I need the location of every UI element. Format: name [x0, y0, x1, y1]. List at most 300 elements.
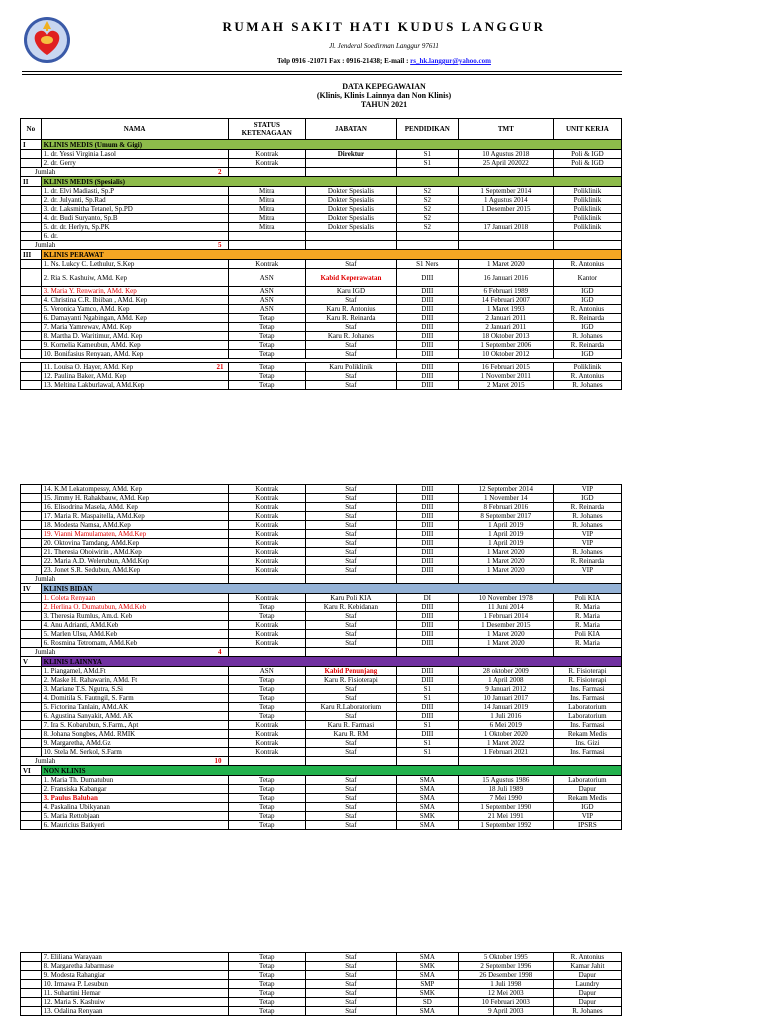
- cell-unit: R. Johanes: [553, 332, 621, 341]
- cell-empty: [553, 648, 621, 657]
- cell-tmt: 1 Juli 1998: [458, 980, 553, 989]
- cell-status: Kontrak: [228, 748, 305, 757]
- table-row: [21, 296, 622, 305]
- cell-pendidikan: DIII: [396, 521, 458, 530]
- col-header-no: No: [21, 119, 42, 140]
- cell-unit: R. Maria: [553, 639, 621, 648]
- cell-jabatan: Staf: [305, 962, 396, 971]
- cell-jabatan: Dokter Spesialis: [305, 187, 396, 196]
- cell-unit: IGD: [553, 494, 621, 503]
- cell-tmt: 1 September 1992: [458, 821, 553, 830]
- cell-empty: [305, 241, 396, 250]
- cell-status: ASN: [228, 667, 305, 676]
- cell-no: [21, 381, 42, 390]
- cell-nama: 3. Maria Y. Renwarin, AMd. Kep: [41, 287, 228, 296]
- cell-jabatan: Karu R. Fisioterapi: [305, 676, 396, 685]
- cell-pendidikan: DIII: [396, 314, 458, 323]
- cell-nama: 7. Eliliana Warayaan: [41, 953, 228, 962]
- cell-jabatan: Staf: [305, 1007, 396, 1016]
- cell-status: Tetap: [228, 821, 305, 830]
- cell-pendidikan: SMA: [396, 1007, 458, 1016]
- jumlah-row: [21, 575, 622, 584]
- cell-tmt: 14 Februari 2007: [458, 296, 553, 305]
- cell-unit: VIP: [553, 566, 621, 575]
- cell-status: ASN: [228, 296, 305, 305]
- cell-status: Kontrak: [228, 566, 305, 575]
- cell-empty: [396, 241, 458, 250]
- cell-status: Tetap: [228, 363, 305, 372]
- table-row: [21, 803, 622, 812]
- cell-unit: Poli KIA: [553, 630, 621, 639]
- cell-status: Tetap: [228, 676, 305, 685]
- cell-no: [21, 314, 42, 323]
- cell-pendidikan: DIII: [396, 530, 458, 539]
- cell-no: [21, 287, 42, 296]
- cell-jabatan: Direktur: [305, 150, 396, 159]
- cell-nama: 18. Modesta Namsa, AMd.Kep: [41, 521, 228, 530]
- table-row: [21, 953, 622, 962]
- cell-nama: 21. Theresia Ohoiwirin , AMd.Kep: [41, 548, 228, 557]
- cell-nama: 8. Martha D. Waritimur, AMd. Kep: [41, 332, 228, 341]
- cell-status: Mitra: [228, 187, 305, 196]
- cell-tmt: [458, 232, 553, 241]
- cell-status: ASN: [228, 269, 305, 287]
- cell-status: Kontrak: [228, 639, 305, 648]
- cell-no: [21, 503, 42, 512]
- cell-tmt: 17 Januari 2018: [458, 223, 553, 232]
- cell-unit: VIP: [553, 530, 621, 539]
- table-row: [21, 372, 622, 381]
- cell-unit: Poliklinik: [553, 214, 621, 223]
- cell-status: Tetap: [228, 803, 305, 812]
- jumlah-cell: [21, 757, 229, 766]
- cell-status: Tetap: [228, 703, 305, 712]
- cell-jabatan: Staf: [305, 794, 396, 803]
- cell-pendidikan: S1: [396, 748, 458, 757]
- cell-no: [21, 748, 42, 757]
- table-row: [21, 612, 622, 621]
- table-row: [21, 594, 622, 603]
- cell-tmt: 15 Agustus 1986: [458, 776, 553, 785]
- jumlah-label: Jumlah: [35, 575, 56, 583]
- table-row: [21, 232, 622, 241]
- cell-status: Kontrak: [228, 503, 305, 512]
- cell-tmt: 1 Maret 2020: [458, 639, 553, 648]
- cell-no: [21, 785, 42, 794]
- cell-no: [21, 305, 42, 314]
- cell-no: [21, 150, 42, 159]
- cell-unit: R. Reinarda: [553, 314, 621, 323]
- cell-empty: [305, 575, 396, 584]
- table-row: [21, 603, 622, 612]
- section-title: KLINIS PERAWAT: [41, 250, 621, 260]
- hospital-contact: [0, 57, 768, 65]
- cell-status: Tetap: [228, 712, 305, 721]
- section-number: II: [21, 177, 42, 187]
- cell-nama: 4. Anu Adrianti, AMd.Keb: [41, 621, 228, 630]
- cell-jabatan: Kabid Keperawatan: [305, 269, 396, 287]
- cell-nama: 12. Paulina Baker, AMd. Kep: [41, 372, 228, 381]
- cell-unit: R. Maria: [553, 612, 621, 621]
- cell-tmt: 2 Maret 2015: [458, 381, 553, 390]
- cell-nama: 17. Maria R. Maspaitella, AMd.Kep: [41, 512, 228, 521]
- cell-no: [21, 363, 42, 372]
- cell-jabatan: Karu R. Antonius: [305, 305, 396, 314]
- cell-tmt: 16 Januari 2016: [458, 269, 553, 287]
- cell-no: [21, 667, 42, 676]
- cell-no: [21, 539, 42, 548]
- cell-no: [21, 694, 42, 703]
- document-page-2: [0, 480, 768, 910]
- cell-tmt: 2 September 1996: [458, 962, 553, 971]
- table-row: [21, 381, 622, 390]
- cell-no: [21, 223, 42, 232]
- cell-nama: 5. dr. dr. Herlyn, Sp.PK: [41, 223, 228, 232]
- cell-tmt: 2 Januari 2011: [458, 314, 553, 323]
- cell-status: Tetap: [228, 350, 305, 359]
- cell-jabatan: Staf: [305, 612, 396, 621]
- cell-pendidikan: SMP: [396, 980, 458, 989]
- cell-no: [21, 512, 42, 521]
- cell-pendidikan: DIII: [396, 269, 458, 287]
- cell-nama: 2. dr. Julyanti, Sp.Rad: [41, 196, 228, 205]
- cell-unit: R. Antonius: [553, 372, 621, 381]
- cell-unit: R. Antonius: [553, 953, 621, 962]
- cell-empty: [228, 575, 305, 584]
- cell-unit: Laundry: [553, 980, 621, 989]
- cell-nama: 1. Piangamel, AMd.Ft: [41, 667, 228, 676]
- cell-pendidikan: DIII: [396, 350, 458, 359]
- table-row: [21, 503, 622, 512]
- cell-pendidikan: DIII: [396, 603, 458, 612]
- cell-empty: [553, 757, 621, 766]
- cell-jabatan: Staf: [305, 748, 396, 757]
- cell-empty: [458, 757, 553, 766]
- cell-no: [21, 803, 42, 812]
- cell-jabatan: Staf: [305, 821, 396, 830]
- cell-nama: 7. Ira S. Kobarubun, S.Farm., Apt: [41, 721, 228, 730]
- cell-empty: [396, 168, 458, 177]
- cell-tmt: 10 November 1978: [458, 594, 553, 603]
- cell-unit: Poli & IGD: [553, 150, 621, 159]
- cell-status: Tetap: [228, 785, 305, 794]
- col-header-nama: NAMA: [41, 119, 228, 140]
- cell-pendidikan: DIII: [396, 676, 458, 685]
- header-divider-thin: [22, 74, 622, 75]
- cell-pendidikan: DIII: [396, 630, 458, 639]
- section-header-row: [21, 177, 622, 187]
- cell-unit: Kantor: [553, 269, 621, 287]
- cell-tmt: 5 Oktober 1995: [458, 953, 553, 962]
- cell-pendidikan: DIII: [396, 287, 458, 296]
- cell-status: Kontrak: [228, 159, 305, 168]
- cell-pendidikan: DIII: [396, 667, 458, 676]
- table-row: [21, 196, 622, 205]
- jumlah-row: [21, 757, 622, 766]
- cell-tmt: 1 Maret 1993: [458, 305, 553, 314]
- cell-tmt: [458, 214, 553, 223]
- cell-status: Tetap: [228, 685, 305, 694]
- cell-jabatan: Staf: [305, 812, 396, 821]
- jumlah-cell: [21, 168, 229, 177]
- cell-tmt: 11 Juni 2014: [458, 603, 553, 612]
- cell-tmt: 1 November 2011: [458, 372, 553, 381]
- cell-status: Kontrak: [228, 739, 305, 748]
- document-title: [0, 82, 768, 109]
- section-number: I: [21, 140, 42, 150]
- cell-no: [21, 630, 42, 639]
- hospital-name: RUMAH SAKIT HATI KUDUS LANGGUR: [222, 19, 546, 34]
- cell-nama: 13. Odalina Renyaan: [41, 1007, 228, 1016]
- cell-unit: IGD: [553, 803, 621, 812]
- cell-empty: [458, 241, 553, 250]
- table-row: [21, 630, 622, 639]
- cell-no: [21, 739, 42, 748]
- cell-status: Mitra: [228, 214, 305, 223]
- section-header-row: [21, 657, 622, 667]
- cell-nama: 11. Suhartini Hemar: [41, 989, 228, 998]
- cell-pendidikan: DIII: [396, 612, 458, 621]
- hospital-address: Jl. Jenderal Soedirman Langgur 97611: [329, 42, 439, 50]
- table-row: [21, 962, 622, 971]
- cell-no: [21, 296, 42, 305]
- cell-tmt: 8 Februari 2016: [458, 503, 553, 512]
- cell-tmt: 10 Februari 2003: [458, 998, 553, 1007]
- table-row: [21, 730, 622, 739]
- cell-status: Tetap: [228, 962, 305, 971]
- cell-nama: 6. Mauricius Batkyeri: [41, 821, 228, 830]
- cell-nama: 3. Paulus Baluban: [41, 794, 228, 803]
- cell-no: [21, 530, 42, 539]
- cell-jabatan: Staf: [305, 485, 396, 494]
- cell-nama: 9. Margaretha, AMd.Gz: [41, 739, 228, 748]
- cell-pendidikan: S1 Ners: [396, 260, 458, 269]
- table-row: [21, 521, 622, 530]
- cell-jabatan: Staf: [305, 989, 396, 998]
- cell-pendidikan: SMA: [396, 803, 458, 812]
- cell-empty: [305, 168, 396, 177]
- cell-pendidikan: DIII: [396, 494, 458, 503]
- cell-jabatan: Staf: [305, 521, 396, 530]
- table-row: [21, 363, 622, 372]
- cell-unit: Dapur: [553, 989, 621, 998]
- table-row: [21, 712, 622, 721]
- cell-nama: 9. Kornelia Kameubun, AMd. Kep: [41, 341, 228, 350]
- cell-unit: VIP: [553, 812, 621, 821]
- cell-tmt: 10 Agustus 2018: [458, 150, 553, 159]
- cell-jabatan: Staf: [305, 776, 396, 785]
- cell-no: [21, 341, 42, 350]
- cell-no: [21, 730, 42, 739]
- table-row: [21, 785, 622, 794]
- cell-tmt: 14 Januari 2019: [458, 703, 553, 712]
- cell-pendidikan: S1: [396, 150, 458, 159]
- cell-nama: 1. dr. Elvi Madiasti, Sp.P: [41, 187, 228, 196]
- table-row: [21, 159, 622, 168]
- cell-status: Tetap: [228, 998, 305, 1007]
- cell-no: [21, 205, 42, 214]
- cell-unit: R. Fisioterapi: [553, 667, 621, 676]
- table-row: [21, 323, 622, 332]
- cell-no: [21, 260, 42, 269]
- cell-tmt: 1 April 2008: [458, 676, 553, 685]
- cell-status: Mitra: [228, 205, 305, 214]
- cell-nama: 1. dr. Yessi Virginia Lasol: [41, 150, 228, 159]
- cell-status: Kontrak: [228, 521, 305, 530]
- cell-unit: Ins. Farmasi: [553, 694, 621, 703]
- cell-tmt: 1 Oktober 2020: [458, 730, 553, 739]
- cell-tmt: 6 Februari 1989: [458, 287, 553, 296]
- cell-unit: Laboratorium: [553, 712, 621, 721]
- col-header-jabatan: JABATAN: [305, 119, 396, 140]
- cell-jabatan: [305, 232, 396, 241]
- doc-title-line-3: TAHUN 2021: [360, 100, 408, 109]
- cell-no: [21, 794, 42, 803]
- cell-status: Tetap: [228, 953, 305, 962]
- cell-pendidikan: DIII: [396, 372, 458, 381]
- cell-status: Kontrak: [228, 594, 305, 603]
- cell-jabatan: Staf: [305, 512, 396, 521]
- doc-title-line-2: (Klinis, Klinis Lainnya dan Non Klinis): [316, 91, 452, 100]
- cell-no: [21, 214, 42, 223]
- cell-tmt: 12 September 2014: [458, 485, 553, 494]
- cell-tmt: 9 Januari 2012: [458, 685, 553, 694]
- section-header-row: [21, 250, 622, 260]
- cell-status: Tetap: [228, 341, 305, 350]
- cell-unit: IGD: [553, 296, 621, 305]
- cell-tmt: 26 Desember 1998: [458, 971, 553, 980]
- cell-nama: 20. Oktovina Tamdang, AMd.Kep: [41, 539, 228, 548]
- cell-unit: IGD: [553, 323, 621, 332]
- section-header-row: [21, 584, 622, 594]
- cell-status: Kontrak: [228, 621, 305, 630]
- table-row: [21, 494, 622, 503]
- cell-unit: Ins. Farmasi: [553, 685, 621, 694]
- cell-jabatan: Dokter Spesialis: [305, 214, 396, 223]
- cell-jabatan: Staf: [305, 971, 396, 980]
- cell-unit: Poli & IGD: [553, 159, 621, 168]
- cell-unit: Dapur: [553, 785, 621, 794]
- cell-unit: Dapur: [553, 998, 621, 1007]
- staff-table-page-2: [20, 484, 622, 830]
- table-row: [21, 269, 622, 287]
- table-row: [21, 721, 622, 730]
- cell-unit: R. Johanes: [553, 512, 621, 521]
- cell-unit: IPSRS: [553, 821, 621, 830]
- cell-pendidikan: SMA: [396, 785, 458, 794]
- cell-pendidikan: SMA: [396, 794, 458, 803]
- cell-empty: [458, 168, 553, 177]
- cell-unit: R. Maria: [553, 603, 621, 612]
- cell-jabatan: Staf: [305, 739, 396, 748]
- cell-no: [21, 196, 42, 205]
- cell-jabatan: Dokter Spesialis: [305, 223, 396, 232]
- cell-status: Tetap: [228, 372, 305, 381]
- cell-tmt: 1 April 2019: [458, 530, 553, 539]
- jumlah-label: Jumlah: [35, 648, 56, 656]
- cell-nama: 4. dr. Budi Suryanto, Sp.B: [41, 214, 228, 223]
- cell-status: Tetap: [228, 1007, 305, 1016]
- cell-unit: R. Reinarda: [553, 503, 621, 512]
- cell-no: [21, 685, 42, 694]
- cell-status: Tetap: [228, 381, 305, 390]
- table-row: [21, 739, 622, 748]
- cell-jabatan: Staf: [305, 953, 396, 962]
- cell-tmt: 28 oktober 2009: [458, 667, 553, 676]
- cell-no: [21, 332, 42, 341]
- document-page-3: [0, 946, 768, 1024]
- cell-jabatan: Karu R. Farmasi: [305, 721, 396, 730]
- cell-pendidikan: [396, 232, 458, 241]
- cell-nama: 8. Johana Songbes, AMd. RMIK: [41, 730, 228, 739]
- cell-no: [21, 703, 42, 712]
- cell-tmt: 1 Maret 2020: [458, 557, 553, 566]
- cell-tmt: 1 September 2006: [458, 341, 553, 350]
- cell-jabatan: Karu R. Kebidanan: [305, 603, 396, 612]
- cell-tmt: 1 Maret 2020: [458, 566, 553, 575]
- cell-unit: R. Fisioterapi: [553, 676, 621, 685]
- cell-no: [21, 721, 42, 730]
- cell-nama: 9. Modesta Rahangiar: [41, 971, 228, 980]
- cell-jabatan: Staf: [305, 566, 396, 575]
- cell-empty: [553, 575, 621, 584]
- cell-nama: 15. Jimmy H. Rahakbauw, AMd. Kep: [41, 494, 228, 503]
- cell-pendidikan: DIII: [396, 621, 458, 630]
- cell-jabatan: Staf: [305, 296, 396, 305]
- cell-unit: R. Antonius: [553, 260, 621, 269]
- cell-no: [21, 998, 42, 1007]
- table-row: [21, 1007, 622, 1016]
- cell-no: [21, 557, 42, 566]
- section-title: KLINIS BIDAN: [41, 584, 621, 594]
- email-link[interactable]: rs_hk.langgur@yahoo.com: [410, 57, 491, 65]
- telp-fax-text: Telp 0916 -21071 Fax : 0916-21438; E-mail :: [277, 57, 411, 65]
- cell-jabatan: Staf: [305, 341, 396, 350]
- table-row: [21, 748, 622, 757]
- cell-pendidikan: DIII: [396, 557, 458, 566]
- cell-no: [21, 676, 42, 685]
- cell-pendidikan: DIII: [396, 341, 458, 350]
- cell-pendidikan: DIII: [396, 296, 458, 305]
- cell-status: Kontrak: [228, 730, 305, 739]
- cell-no: [21, 187, 42, 196]
- cell-no: [21, 494, 42, 503]
- cell-status: Tetap: [228, 603, 305, 612]
- cell-status: Tetap: [228, 323, 305, 332]
- cell-nama: 6. Damayanti Ngabingan, AMd. Kep: [41, 314, 228, 323]
- cell-tmt: 6 Mei 2019: [458, 721, 553, 730]
- cell-nama: 3. Theresia Rumlus, Am.d. Keb: [41, 612, 228, 621]
- cell-status: Mitra: [228, 223, 305, 232]
- cell-pendidikan: SMK: [396, 962, 458, 971]
- cell-no: [21, 812, 42, 821]
- cell-pendidikan: DIII: [396, 566, 458, 575]
- cell-nama: 16. Elisodrina Masela, AMd. Kep: [41, 503, 228, 512]
- table-row: [21, 694, 622, 703]
- cell-nama: 13. Meltina Lakburlawal, AMd.Kep: [41, 381, 228, 390]
- cell-unit: Poliklinik: [553, 363, 621, 372]
- cell-jabatan: Staf: [305, 694, 396, 703]
- table-row: [21, 260, 622, 269]
- cell-jabatan: Staf: [305, 980, 396, 989]
- section-number: IV: [21, 584, 42, 594]
- table-row: [21, 971, 622, 980]
- cell-unit: R. Reinarda: [553, 341, 621, 350]
- table-row: [21, 223, 622, 232]
- header-divider: [22, 71, 622, 72]
- cell-jabatan: Karu Poliklinik: [305, 363, 396, 372]
- cell-pendidikan: DIII: [396, 305, 458, 314]
